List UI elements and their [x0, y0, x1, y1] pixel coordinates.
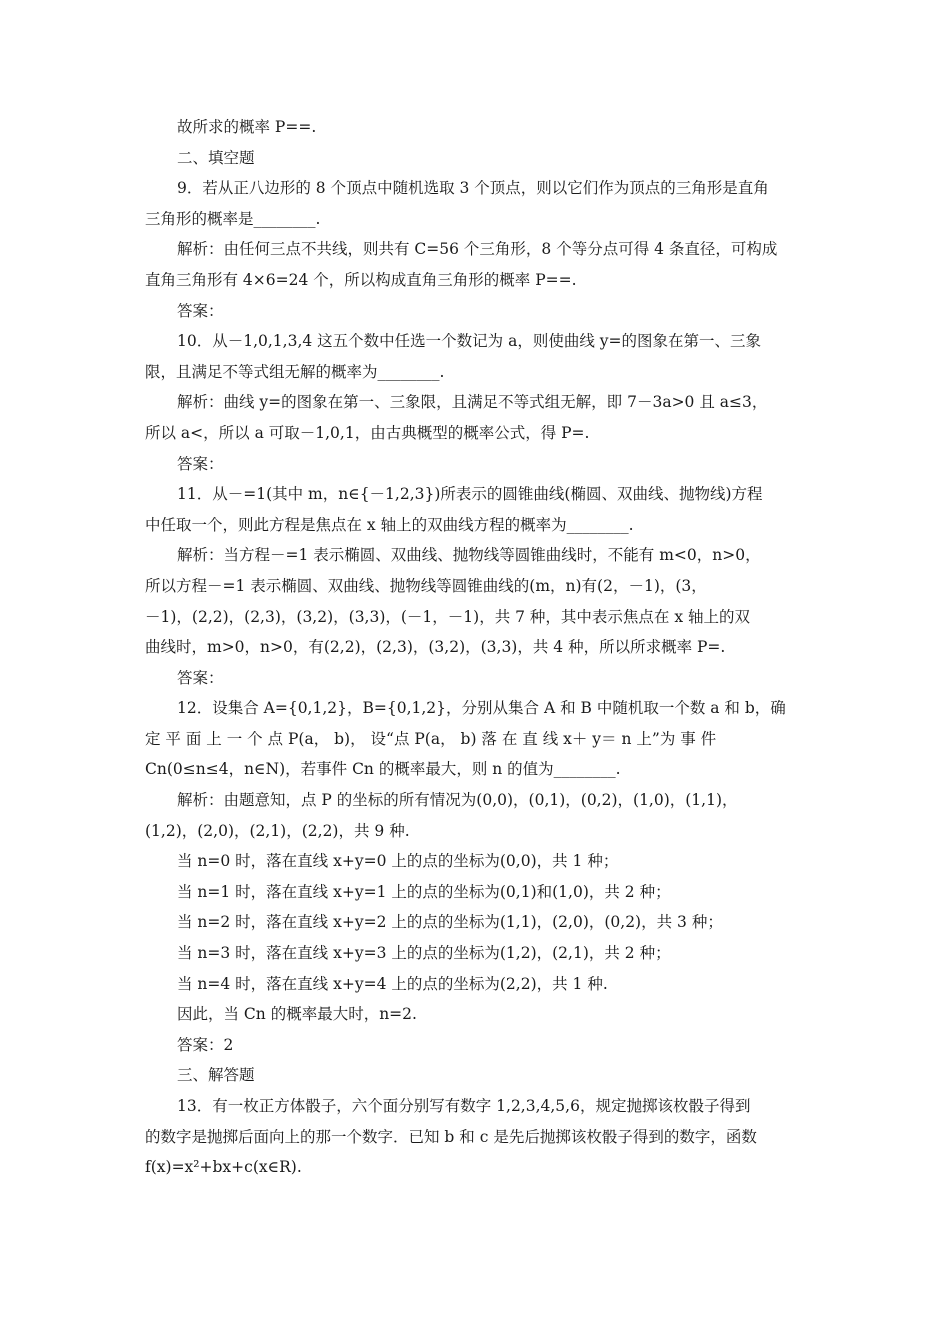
text-line: 的数字是抛掷后面向上的那一个数字．已知 b 和 c 是先后抛掷该枚骰子得到的数字，函数 [145, 1127, 757, 1146]
text-line: 曲线时，m>0，n>0，有(2,2)，(2,3)，(3,2)，(3,3)，共 4 种，所以所求概率 P=. [145, 638, 726, 657]
question-10: 10．从－1,0,1,3,4 这五个数中任选一个数记为 a，则使曲线 y=的图象在第一、三象 [177, 332, 762, 351]
text-line: －1)，(2,2)，(2,3)，(3,2)，(3,3)，(－1，－1)，共 7 种，其中表示焦点在 x 轴上的双 [145, 607, 751, 626]
text-line: 定 平 面 上 一 个 点 P(a， b)， 设“点 P(a， b) 落 在 直 线 x＋ y＝ n 上”为 事 件 [145, 729, 717, 748]
case-n4: 当 n=4 时，落在直线 x+y=4 上的点的坐标为(2,2)，共 1 种. [177, 974, 608, 993]
analysis-9: 解析：由任何三点不共线，则共有 C=56 个三角形，8 个等分点可得 4 条直径，可构成 [177, 240, 778, 259]
text-line: 所以方程－=1 表示椭圆、双曲线、抛物线等圆锥曲线的(m，n)有(2，－1)，(3， [145, 576, 707, 595]
answer-9: 答案： [177, 301, 224, 320]
case-n1: 当 n=1 时，落在直线 x+y=1 上的点的坐标为(0,1)和(1,0)，共 2 种； [177, 882, 671, 901]
conclusion-12: 因此，当 Cn 的概率最大时，n=2. [177, 1005, 417, 1024]
analysis-10: 解析：曲线 y=的图象在第一、三象限，且满足不等式组无解，即 7－3a>0 且 a≤3， [177, 393, 768, 412]
question-11: 11．从－=1(其中 m，n∈{－1,2,3})所表示的圆锥曲线(椭圆、双曲线、抛物线)方程 [177, 485, 763, 504]
text-line: 所以 a<，所以 a 可取－1,0,1，由古典概型的概率公式，得 P=. [145, 423, 590, 442]
answer-10: 答案： [177, 454, 224, 473]
text-line: 直角三角形有 4×6=24 个，所以构成直角三角形的概率 P==. [145, 270, 577, 289]
text-line: 限，且满足不等式组无解的概率为________. [145, 362, 445, 381]
question-13: 13．有一枚正方体骰子，六个面分别写有数字 1,2,3,4,5,6，规定抛掷该枚骰子得到 [177, 1097, 751, 1115]
question-12: 12．设集合 A={0,1,2}，B={0,1,2}，分别从集合 A 和 B 中随机取一个数 a 和 b，确 [177, 699, 786, 718]
case-n2: 当 n=2 时，落在直线 x+y=2 上的点的坐标为(1,1)，(2,0)，(0,2)，共 3 种； [177, 913, 723, 932]
text-line: Cn(0≤n≤4，n∈N)，若事件 Cn 的概率最大，则 n 的值为________. [145, 760, 621, 779]
text-line: 故所求的概率 P==. [177, 118, 317, 136]
document-body [145, 112, 810, 1183]
section-heading-fill-in: 二、填空题 [177, 148, 255, 167]
text-line: f(x)=x²+bx+c(x∈R). [145, 1158, 302, 1177]
question-9: 9．若从正八边形的 8 个顶点中随机选取 3 个顶点，则以它们作为顶点的三角形是直角 [177, 179, 769, 198]
text-line: 三角形的概率是________. [145, 209, 321, 228]
analysis-11: 解析：当方程－=1 表示椭圆、双曲线、抛物线等圆锥曲线时，不能有 m<0，n>0， [177, 546, 761, 565]
text-line: 中任取一个，则此方程是焦点在 x 轴上的双曲线方程的概率为________. [145, 515, 634, 534]
analysis-12: 解析：由题意知，点 P 的坐标的所有情况为(0,0)，(0,1)，(0,2)，(1,0)，(1,1)， [177, 791, 738, 810]
case-n3: 当 n=3 时，落在直线 x+y=3 上的点的坐标为(1,2)，(2,1)，共 2 种； [177, 944, 671, 963]
case-n0: 当 n=0 时，落在直线 x+y=0 上的点的坐标为(0,0)，共 1 种； [177, 852, 619, 871]
section-heading-solve: 三、解答题 [177, 1066, 255, 1085]
answer-12: 答案：2 [177, 1035, 234, 1054]
text-line: (1,2)，(2,0)，(2,1)，(2,2)，共 9 种. [145, 821, 410, 840]
answer-11: 答案： [177, 668, 224, 687]
